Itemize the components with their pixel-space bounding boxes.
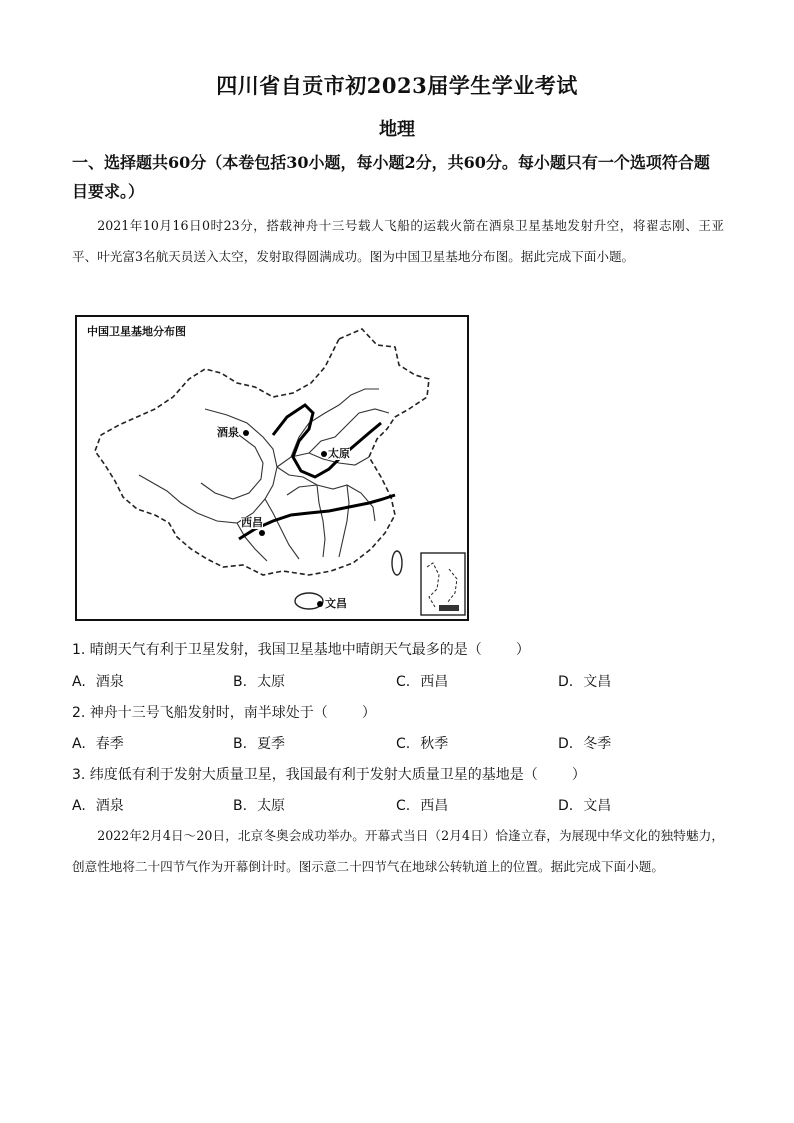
question-2-options — [72, 733, 732, 753]
q3-option-a[interactable]: A. 酒泉 — [72, 798, 124, 814]
taiwan-island — [392, 551, 402, 575]
national-border — [95, 329, 429, 575]
china-satellite-base-map — [75, 315, 469, 621]
subject-title: 地理 — [379, 119, 415, 140]
map-title: 中国卫星基地分布图 — [87, 325, 186, 338]
q1-option-a[interactable]: A. 酒泉 — [72, 674, 124, 690]
question-1-stem: 1. 晴朗天气有利于卫星发射，我国卫星基地中晴朗天气最多的是（ — [72, 642, 482, 658]
q1-option-d[interactable]: D. 文昌 — [558, 674, 612, 690]
question-2-close: ） — [361, 705, 376, 721]
yellow-river — [273, 405, 381, 477]
taiyuan-dot — [321, 451, 327, 457]
question-2 — [72, 702, 732, 722]
q3-option-c[interactable]: C. 西昌 — [396, 798, 449, 814]
question-2-stem: 2. 神舟十三号飞船发射时，南半球处于（ — [72, 705, 328, 721]
q2-option-c[interactable]: C. 秋季 — [396, 736, 449, 752]
question-1-close: ） — [515, 642, 530, 658]
q2-option-d[interactable]: D. 冬季 — [558, 736, 612, 752]
city-label-xichang: 西昌 — [241, 516, 263, 529]
question-3-stem: 3. 纬度低有利于发射大质量卫星，我国最有利于发射大质量卫星的基地是（ — [72, 767, 538, 783]
question-3-options — [72, 795, 732, 815]
passage-winter-olympics: 2022年2月4日～20日，北京冬奥会成功举办。开幕式当日（2月4日）恰逢立春，为展现中华文化的独特魅力，创意性地将二十四节气作为开幕倒计时。图示意二十四节气在地球公转轨道上的位置。据此完成下面小题。 — [72, 828, 724, 874]
question-3 — [72, 764, 732, 784]
exam-title: 四川省自贡市初2023届学生学业考试 — [216, 73, 578, 98]
q3-option-d[interactable]: D. 文昌 — [558, 798, 612, 814]
question-1-options — [72, 671, 732, 691]
question-3-close: ） — [571, 767, 586, 783]
jiuquan-dot — [243, 430, 249, 436]
section-heading: 一、选择题共60分（本卷包括30小题，每小题2分，共60分。每小题只有一个选项符合题目要求。） — [72, 153, 710, 201]
china-map-graphic — [77, 317, 467, 619]
q3-option-b[interactable]: B. 太原 — [233, 798, 286, 814]
city-label-jiuquan: 酒泉 — [217, 426, 239, 439]
wenchang-dot — [317, 601, 323, 607]
passage-shenzhou: 2021年10月16日0时23分，搭载神舟十三号载人飞船的运载火箭在酒泉卫星基地发射升空，将翟志刚、王亚平、叶光富3名航天员送入太空，发射取得圆满成功。图为中国卫星基地分布图。据此完成下面小题。 — [72, 218, 724, 264]
city-label-taiyuan: 太原 — [328, 447, 350, 460]
q2-option-a[interactable]: A. 春季 — [72, 736, 124, 752]
q1-option-b[interactable]: B. 太原 — [233, 674, 286, 690]
city-label-wenchang: 文昌 — [325, 597, 347, 610]
xichang-dot — [259, 530, 265, 536]
q1-option-c[interactable]: C. 西昌 — [396, 674, 449, 690]
question-1 — [72, 639, 732, 659]
q2-option-b[interactable]: B. 夏季 — [233, 736, 286, 752]
